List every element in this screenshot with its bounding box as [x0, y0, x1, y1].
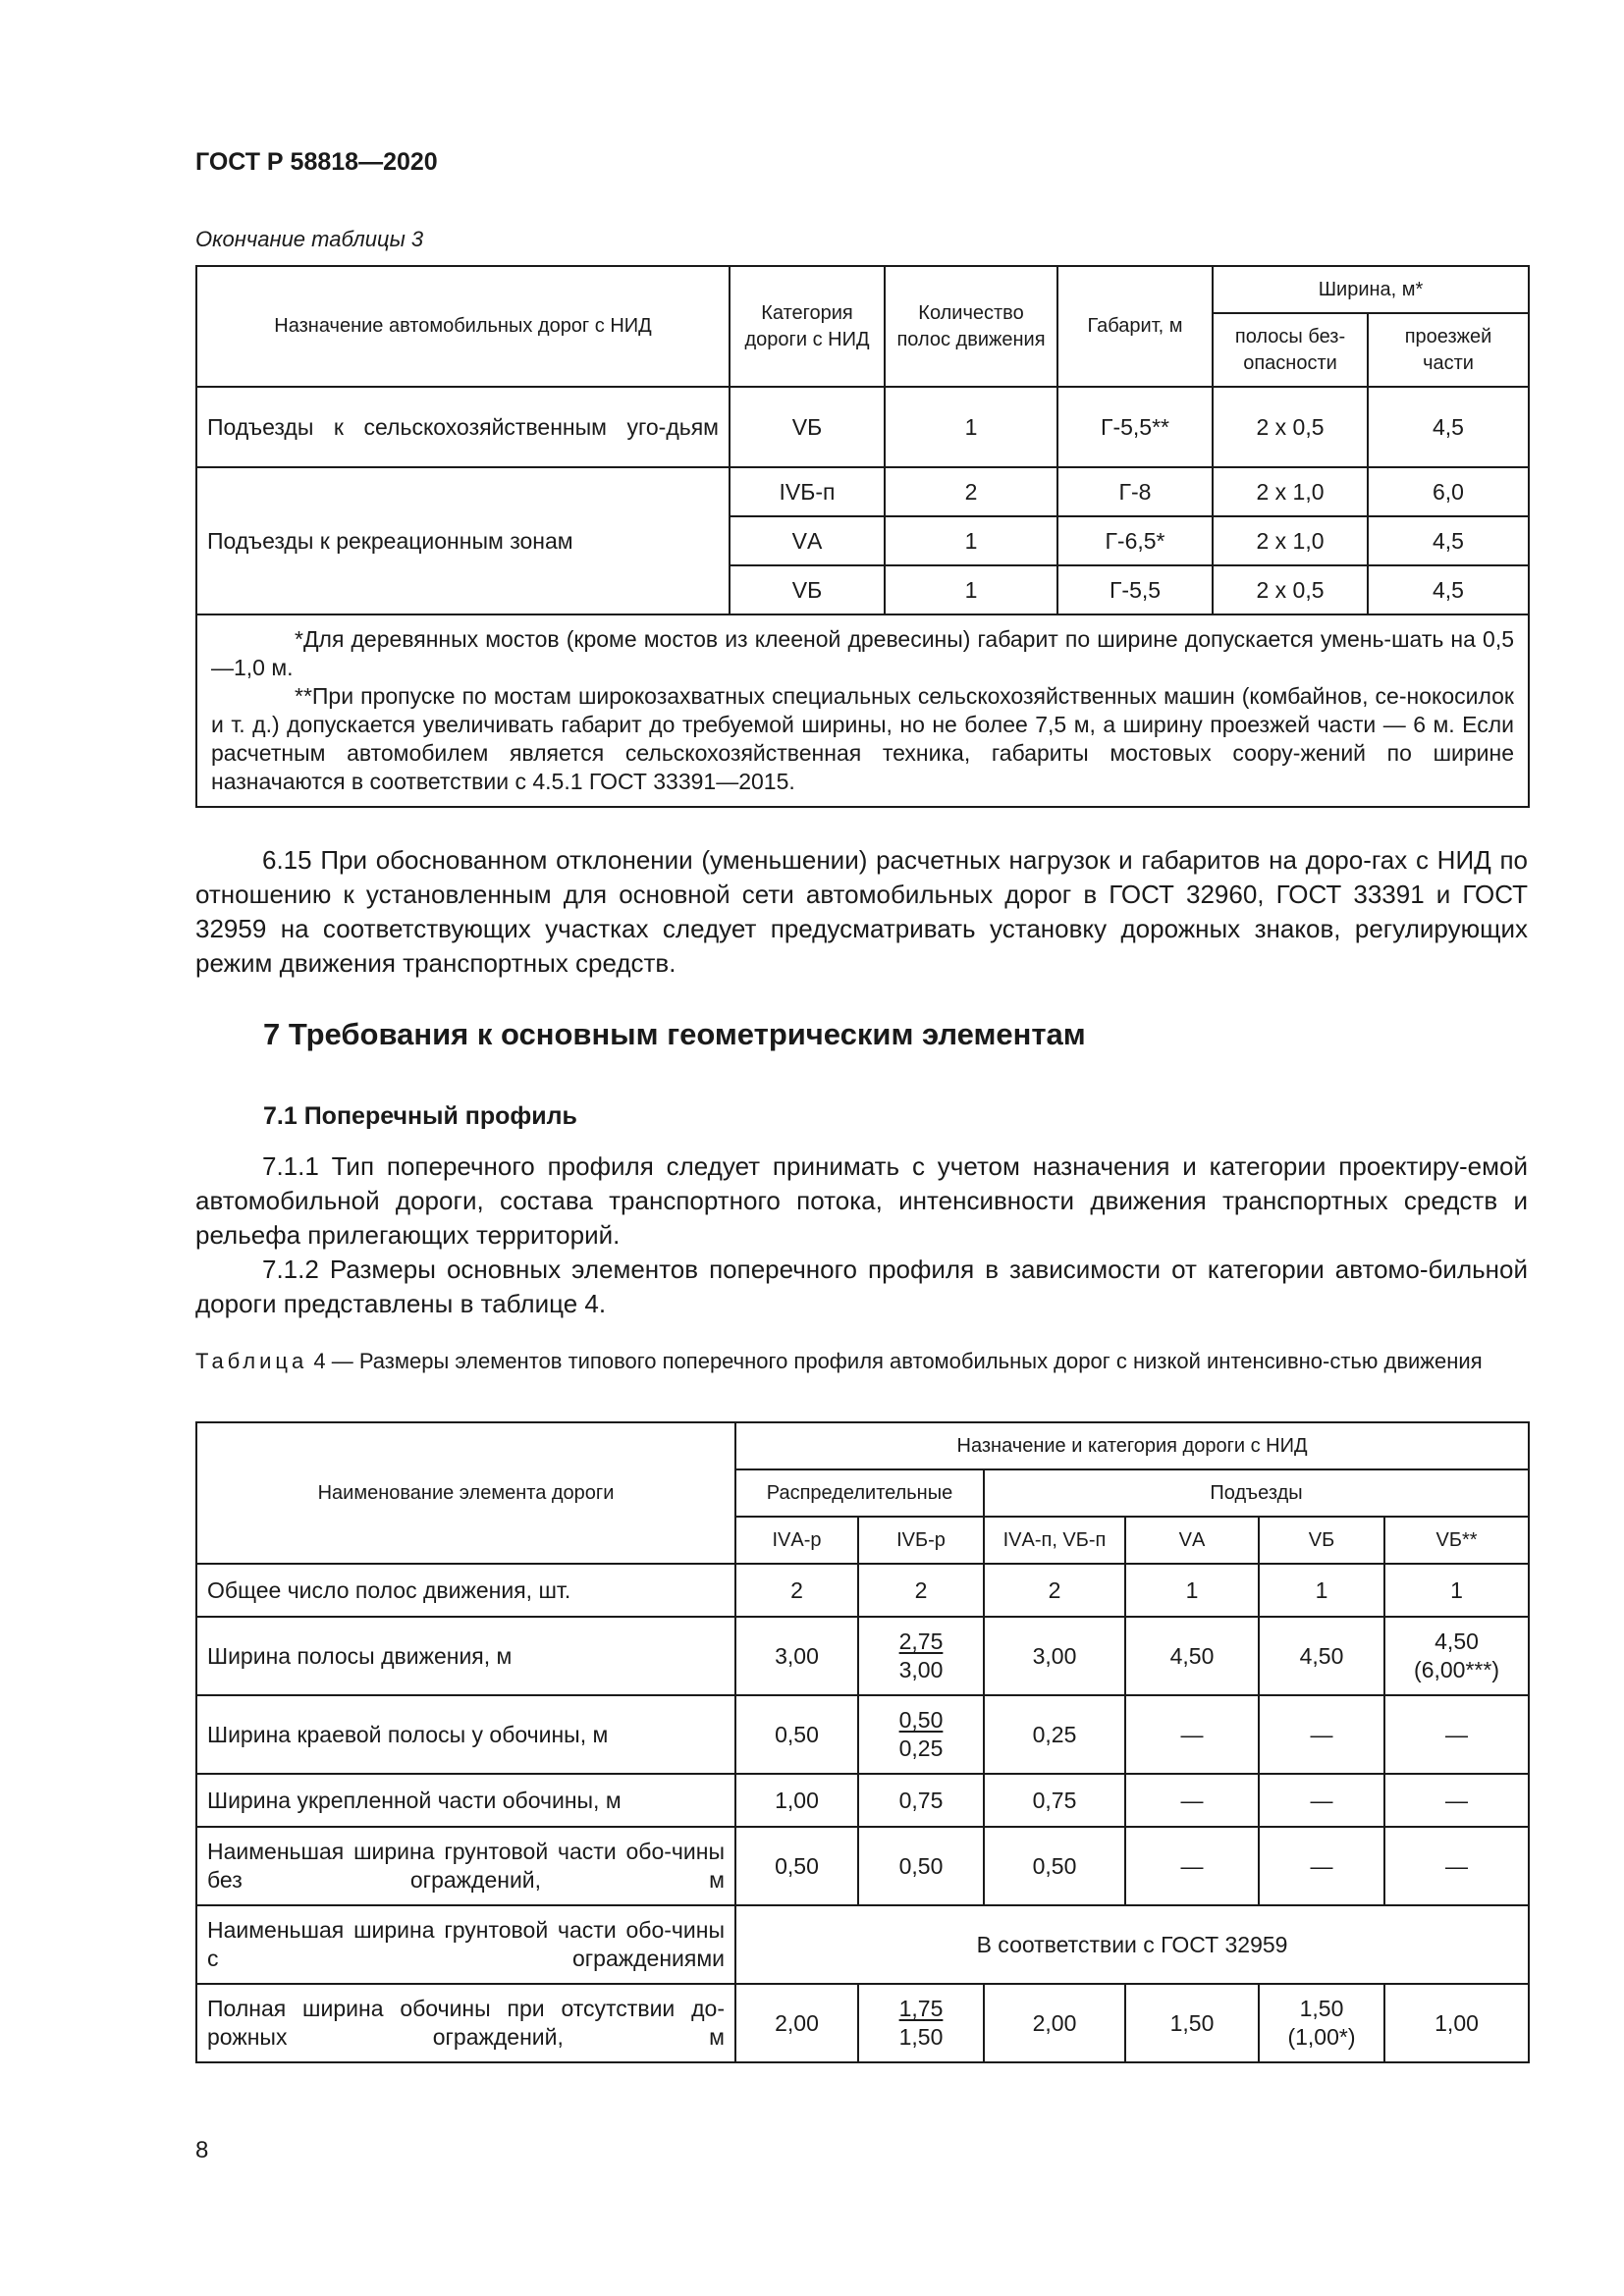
t4-cell: 0,25	[984, 1695, 1125, 1774]
t4-value-main: 1,75	[898, 1996, 944, 2021]
t4-cell: 1	[1384, 1564, 1529, 1617]
table-row	[196, 1695, 1529, 1774]
paragraph-7-1-1: 7.1.1 Тип поперечного профиля следует принимать с учетом назначения и категории проектиру-емой автомобильной дороги, состава транспортного потока, интенсивности движения транспортных средств и рельефа прилегающих территорий.	[195, 1151, 1528, 1250]
t4-cell: 1,00	[1384, 1984, 1529, 2062]
t4-cell: 0,75	[984, 1774, 1125, 1827]
table-row	[196, 1827, 1529, 1905]
t3-header-lanes: Количество полос движения	[885, 266, 1057, 387]
t4-cell: 0,50	[735, 1827, 858, 1905]
table3-continuation-caption: Окончание таблицы 3	[195, 227, 424, 251]
t4-value-alt: (6,00***)	[1414, 1657, 1499, 1682]
t4-cell: 1	[1259, 1564, 1384, 1617]
t3-footnote-2: **При пропуске по мостам широкозахватных специальных сельскохозяйственных машин (комбайнов, се-нокосилок и т. д.) допускается увеличивать габарит до требуемой ширины, но не более 7,5 м, а ширину проезжей части — 6 м. Если расчетным автомобилем является сельскохозяйственная техника, габариты мостовых соору-жений по ширине назначаются в соответствии с 4.5.1 ГОСТ 33391—2015.	[211, 683, 1514, 794]
t4-cell: —	[1259, 1695, 1384, 1774]
table4-caption-text: 4 — Размеры элементов типового поперечного профиля автомобильных дорог с низкой интенсивно-стью движения	[307, 1349, 1483, 1373]
table-row	[196, 1617, 1529, 1695]
t4-cell: —	[1259, 1827, 1384, 1905]
t4-col-header: VБ**	[1384, 1517, 1529, 1564]
t3-cell: Г-8	[1057, 467, 1213, 516]
t4-col-header: VБ	[1259, 1517, 1384, 1564]
t4-cell: 1	[1125, 1564, 1259, 1617]
section-7-heading: 7 Требования к основным геометрическим элементам	[263, 1017, 1086, 1051]
table4-caption-prefix: Таблица	[195, 1349, 308, 1373]
t4-header-element: Наименование элемента дороги	[196, 1422, 735, 1564]
t4-row-label: Наименьшая ширина грунтовой части обо-чины без ограждений, м	[196, 1827, 735, 1905]
table-row	[196, 467, 1529, 516]
t4-cell: 2	[858, 1564, 984, 1617]
t4-cell: 1,00	[735, 1774, 858, 1827]
t4-cell: —	[1125, 1695, 1259, 1774]
t4-header-purpose-category: Назначение и категория дороги с НИД	[735, 1422, 1529, 1469]
t3-cell: 2 х 0,5	[1213, 565, 1368, 614]
table4-caption	[195, 1347, 1528, 1376]
paragraph-7-1-2: 7.1.2 Размеры основных элементов поперечного профиля в зависимости от категории автомо-бильной дороги представлены в таблице 4.	[195, 1255, 1528, 1318]
t3-cell: 1	[885, 387, 1057, 467]
t4-cell: —	[1384, 1695, 1529, 1774]
t4-cell: 0,50	[984, 1827, 1125, 1905]
table-row	[196, 1905, 1529, 1984]
table-3	[195, 265, 1530, 808]
t3-cell: 4,5	[1368, 565, 1529, 614]
t4-row-label: Наименьшая ширина грунтовой части обо-чины с ограждениями	[196, 1905, 735, 1984]
t4-value-alt: 3,00	[898, 1657, 944, 1682]
t3-footnote-1: *Для деревянных мостов (кроме мостов из клееной древесины) габарит по ширине допускается умень-шать на 0,5—1,0 м.	[211, 626, 1514, 680]
t3-cell: IVБ-п	[730, 467, 885, 516]
t4-cell: 2,00	[984, 1984, 1125, 2062]
t3-header-carriageway: проезжей части	[1368, 313, 1529, 387]
t4-value-main: 2,75	[898, 1629, 944, 1654]
t4-cell: 0,50	[858, 1827, 984, 1905]
t4-cell: 2,00	[735, 1984, 858, 2062]
t4-col-header: VА	[1125, 1517, 1259, 1564]
t4-header-access: Подъезды	[984, 1469, 1529, 1517]
t3-cell: 2 х 1,0	[1213, 516, 1368, 565]
t4-row-label: Ширина укрепленной части обочины, м	[196, 1774, 735, 1827]
t4-value-main: 1,50	[1299, 1996, 1344, 2021]
t4-col-header: IVБ-р	[858, 1517, 984, 1564]
t4-col-header: IVА-р	[735, 1517, 858, 1564]
t3-header-safety-strip: полосы без-опасности	[1213, 313, 1368, 387]
t3-header-category: Категория дороги с НИД	[730, 266, 885, 387]
page-number: 8	[195, 2137, 209, 2163]
t4-cell: 3,00	[984, 1617, 1125, 1695]
t3-cell: Г-6,5*	[1057, 516, 1213, 565]
t3-cell: 1	[885, 516, 1057, 565]
t4-cell	[1259, 1984, 1384, 2062]
t3-cell: VБ	[730, 387, 885, 467]
table-row	[196, 1984, 1529, 2062]
section-7-1-heading: 7.1 Поперечный профиль	[263, 1102, 577, 1130]
t3-cell: Г-5,5	[1057, 565, 1213, 614]
t4-cell: —	[1125, 1774, 1259, 1827]
t4-cell	[858, 1984, 984, 2062]
t3-cell: 2	[885, 467, 1057, 516]
table-4	[195, 1421, 1530, 2063]
t4-value-alt: 1,50	[898, 2024, 944, 2050]
t4-cell: 4,50	[1259, 1617, 1384, 1695]
t4-cell-merged: В соответствии с ГОСТ 32959	[735, 1905, 1529, 1984]
t3-cell: 2 х 0,5	[1213, 387, 1368, 467]
t4-row-label: Ширина полосы движения, м	[196, 1617, 735, 1695]
t3-cell: 6,0	[1368, 467, 1529, 516]
document-header: ГОСТ Р 58818—2020	[195, 148, 438, 176]
t4-cell: —	[1384, 1827, 1529, 1905]
t3-cell: 2 х 1,0	[1213, 467, 1368, 516]
t4-value-alt: (1,00*)	[1287, 2024, 1356, 2050]
table-row	[196, 387, 1529, 467]
t3-cell-purpose: Подъезды к рекреационным зонам	[196, 467, 730, 614]
t4-row-label: Ширина краевой полосы у обочины, м	[196, 1695, 735, 1774]
table-row	[196, 1774, 1529, 1827]
t4-col-header: IVА-п, VБ-п	[984, 1517, 1125, 1564]
t4-value-alt: 0,25	[898, 1735, 944, 1761]
t3-cell-purpose: Подъезды к сельскохозяйственным уго-дьям	[196, 387, 730, 467]
t4-cell: 0,50	[735, 1695, 858, 1774]
t3-footnotes	[196, 614, 1529, 807]
t4-header-distribution: Распределительные	[735, 1469, 984, 1517]
t4-value-main: 4,50	[1435, 1629, 1479, 1654]
t4-cell: 2	[735, 1564, 858, 1617]
t4-row-label: Полная ширина обочины при отсутствии до-рожных ограждений, м	[196, 1984, 735, 2062]
t4-row-label: Общее число полос движения, шт.	[196, 1564, 735, 1617]
t3-cell: 4,5	[1368, 516, 1529, 565]
t4-cell: —	[1259, 1774, 1384, 1827]
t3-cell: 1	[885, 565, 1057, 614]
paragraph-6-15: 6.15 При обоснованном отклонении (уменьшении) расчетных нагрузок и габаритов на доро-гах с НИД по отношению к установленным для основной сети автомобильных дорог в ГОСТ 32960, ГОСТ 33391 и ГОСТ 32959 на соответствующих участках следует предусматривать установку дорожных знаков, регулирующих режим движения транспортных средств.	[195, 845, 1528, 978]
t4-cell	[858, 1617, 984, 1695]
t3-header-width: Ширина, м*	[1213, 266, 1529, 313]
t4-cell: 3,00	[735, 1617, 858, 1695]
t3-header-purpose: Назначение автомобильных дорог с НИД	[196, 266, 730, 387]
t4-cell: 4,50	[1125, 1617, 1259, 1695]
t4-cell	[1384, 1617, 1529, 1695]
t4-cell: 2	[984, 1564, 1125, 1617]
t3-cell: VБ	[730, 565, 885, 614]
t3-cell: VА	[730, 516, 885, 565]
t3-cell: Г-5,5**	[1057, 387, 1213, 467]
t4-cell	[858, 1695, 984, 1774]
t4-cell: —	[1125, 1827, 1259, 1905]
t3-cell: 4,5	[1368, 387, 1529, 467]
t4-value-main: 0,50	[898, 1707, 944, 1733]
t3-header-clearance: Габарит, м	[1057, 266, 1213, 387]
t4-cell: 0,75	[858, 1774, 984, 1827]
t4-cell: —	[1384, 1774, 1529, 1827]
t4-cell: 1,50	[1125, 1984, 1259, 2062]
table-row	[196, 1564, 1529, 1617]
